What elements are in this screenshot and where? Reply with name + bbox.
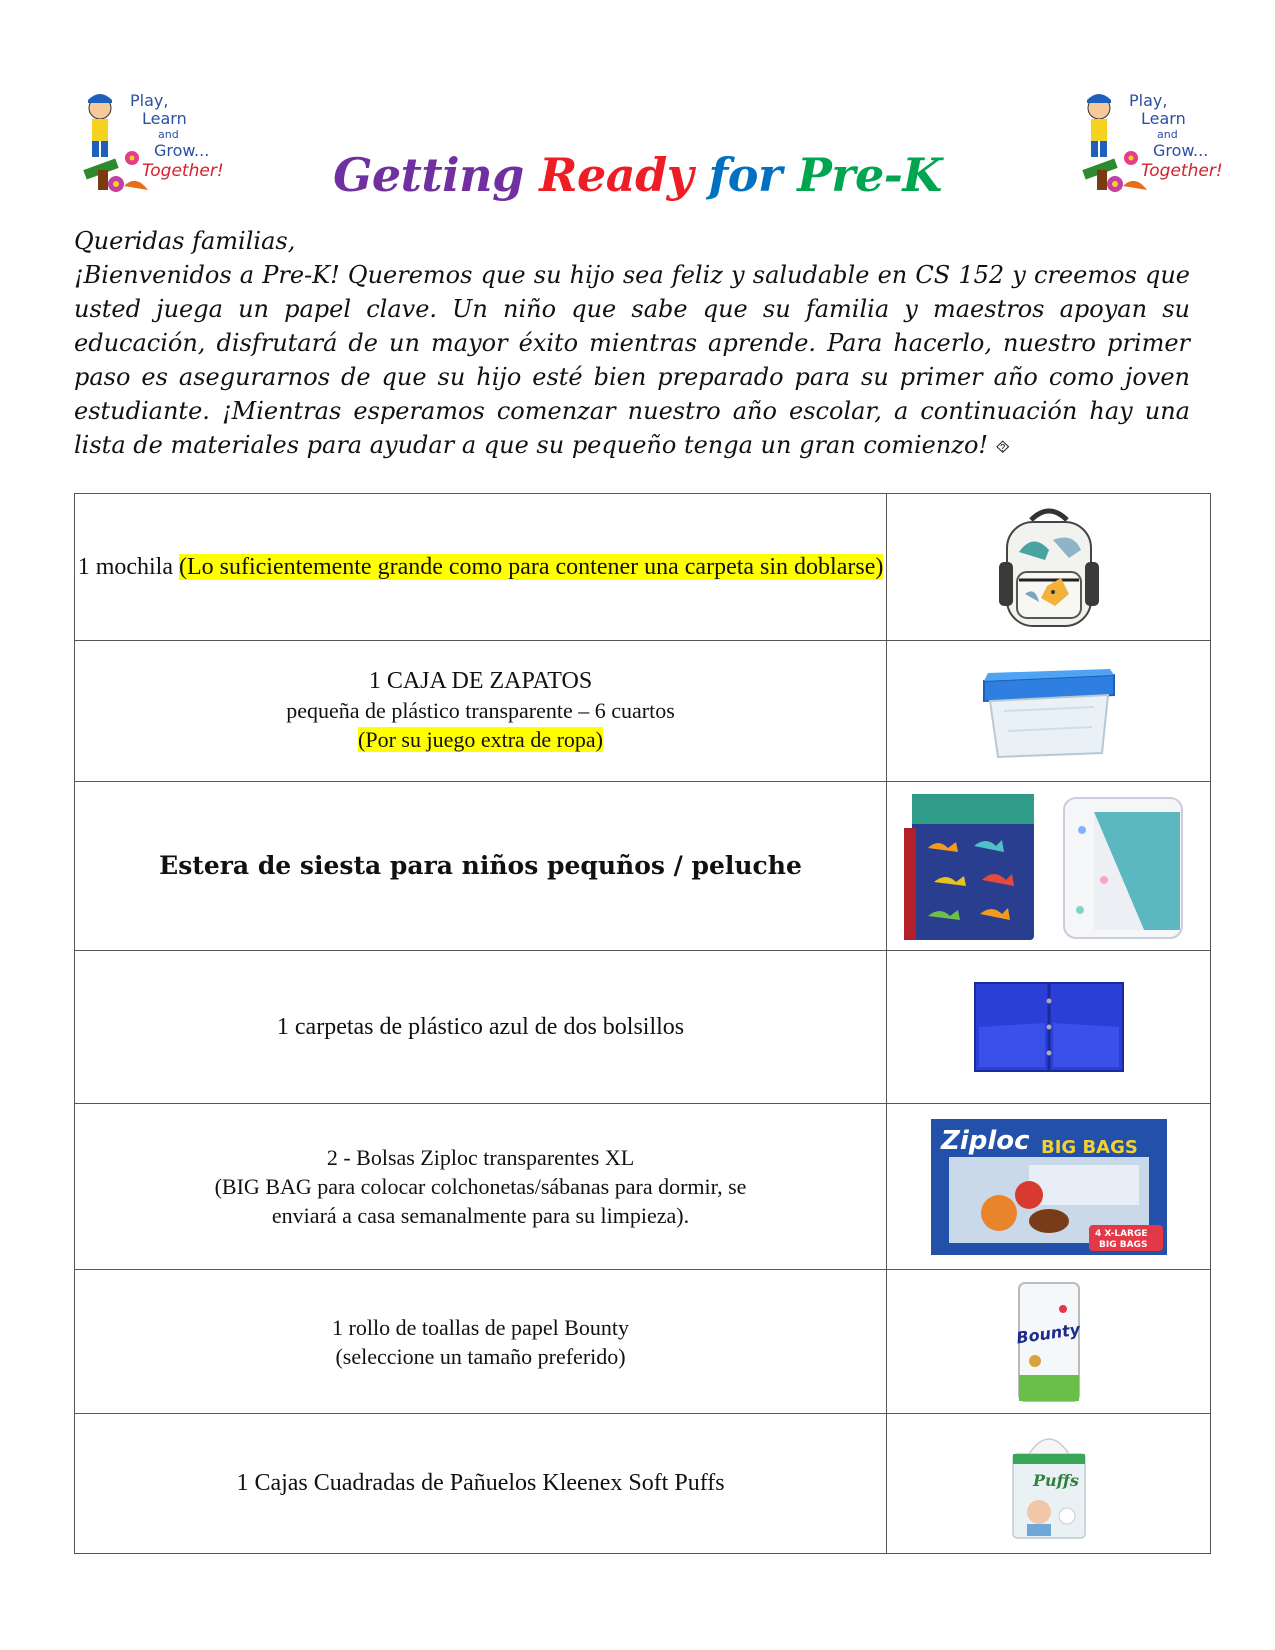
title-word-prek: Pre-K [797,148,942,202]
logo-word-together: Together! [1141,161,1223,181]
supply-highlight: (Por su juego extra de ropa) [358,727,604,752]
paper-towel-icon [1009,1279,1089,1405]
ziploc-box-icon [929,1117,1169,1257]
paper-towel-image [887,1270,1211,1414]
supply-line: pequeña de plástico transparente – 6 cuartos [286,698,675,723]
title-word-for: for [708,148,798,202]
supply-description [75,1104,887,1270]
folder-icon [969,977,1129,1077]
nap-mat-image [887,782,1211,951]
ziploc-count: 4 X-LARGE [1094,1228,1148,1239]
table-row [75,494,1211,641]
logo-word-learn: Learn [142,109,187,128]
supply-line: 2 - Bolsas Ziploc transparentes XL [326,1145,635,1170]
logo-word-grow: Grow... [154,141,210,160]
logo-word-play: Play, [130,91,169,110]
supply-highlight: (Lo suficientemente grande como para contener una carpeta sin doblarse) [179,553,884,580]
title-word-getting: Getting [333,148,540,202]
puffs-brand: Puffs [1032,1470,1079,1490]
folder-image [887,951,1211,1104]
backpack-icon [989,502,1109,632]
logo-word-play: Play, [1129,91,1168,110]
plastic-box-image [887,641,1211,782]
plastic-box-icon [974,661,1124,761]
supply-description [75,494,887,641]
supply-line: enviará a casa semanalmente para su limpieza). [271,1203,690,1228]
supply-description [75,641,887,782]
supply-line: 1 rollo de toallas de papel Bounty [332,1314,629,1340]
supply-text: 1 carpetas de plástico azul de dos bolsillos [276,1013,685,1040]
backpack-image [887,494,1211,641]
supply-description [75,951,887,1104]
logo-word-and: and [1157,128,1178,141]
supply-text: 1 Cajas Cuadradas de Pañuelos Kleenex Soft Puffs [236,1470,725,1496]
supply-description [75,1270,887,1414]
logo-word-learn: Learn [1141,109,1186,128]
supply-text: Estera de siesta para niños pequños / peluche [159,850,802,880]
table-row [75,782,1211,951]
supply-description [75,782,887,951]
ziploc-subbrand: BIG BAGS [1040,1136,1138,1158]
nap-mat-icon [904,790,1194,942]
ziploc-box-image [887,1104,1211,1270]
logo-word-together: Together! [142,161,224,181]
title-word-ready: Ready [539,148,709,202]
welcome-letter [74,224,1190,465]
supply-text: 1 mochila [77,553,179,580]
table-row [75,1270,1211,1414]
table-row [75,951,1211,1104]
table-row [75,1104,1211,1270]
tissue-box-image [887,1414,1211,1554]
supply-line: (seleccione un tamaño preferido) [335,1343,626,1369]
table-row [75,1414,1211,1554]
tissue-box-icon [999,1424,1099,1544]
ziploc-count-sub: BIG BAGS [1098,1239,1147,1250]
table-row [75,641,1211,782]
supply-description [75,1414,887,1554]
letter-salutation: Queridas familias, [74,227,296,255]
supplies-table [74,493,1211,1554]
letter-body-text: ¡Bienvenidos a Pre-K! Queremos que su hijo sea feliz y saludable en CS 152 y creemos que usted juega un papel clave. Un niño que sabe que su familia y maestros apoyan su educación, disfrutará de un mayor éxito mientras aprende. Para hacerlo, nuestro primer paso es asegurarnos de que su hijo esté bien preparado para su primer año como joven estudiante. ¡Mientras esperamos comenzar nuestro año escolar, a continuación hay una lista de materiales para ayudar a que su pequeño tenga un gran comienzo! [74,261,1190,459]
logo-word-and: and [158,128,179,141]
letter-body [74,258,1190,465]
supply-line: 1 CAJA DE ZAPATOS [368,668,593,694]
ziploc-brand: Ziploc [940,1125,1030,1156]
missing-glyph-icon: ⯑ [995,437,1010,458]
logo-word-grow: Grow... [1153,141,1209,160]
supply-line: (BIG BAG para colocar colchonetas/sábanas para dormir, se [214,1174,747,1199]
bounty-brand: Bounty [1014,1319,1081,1347]
